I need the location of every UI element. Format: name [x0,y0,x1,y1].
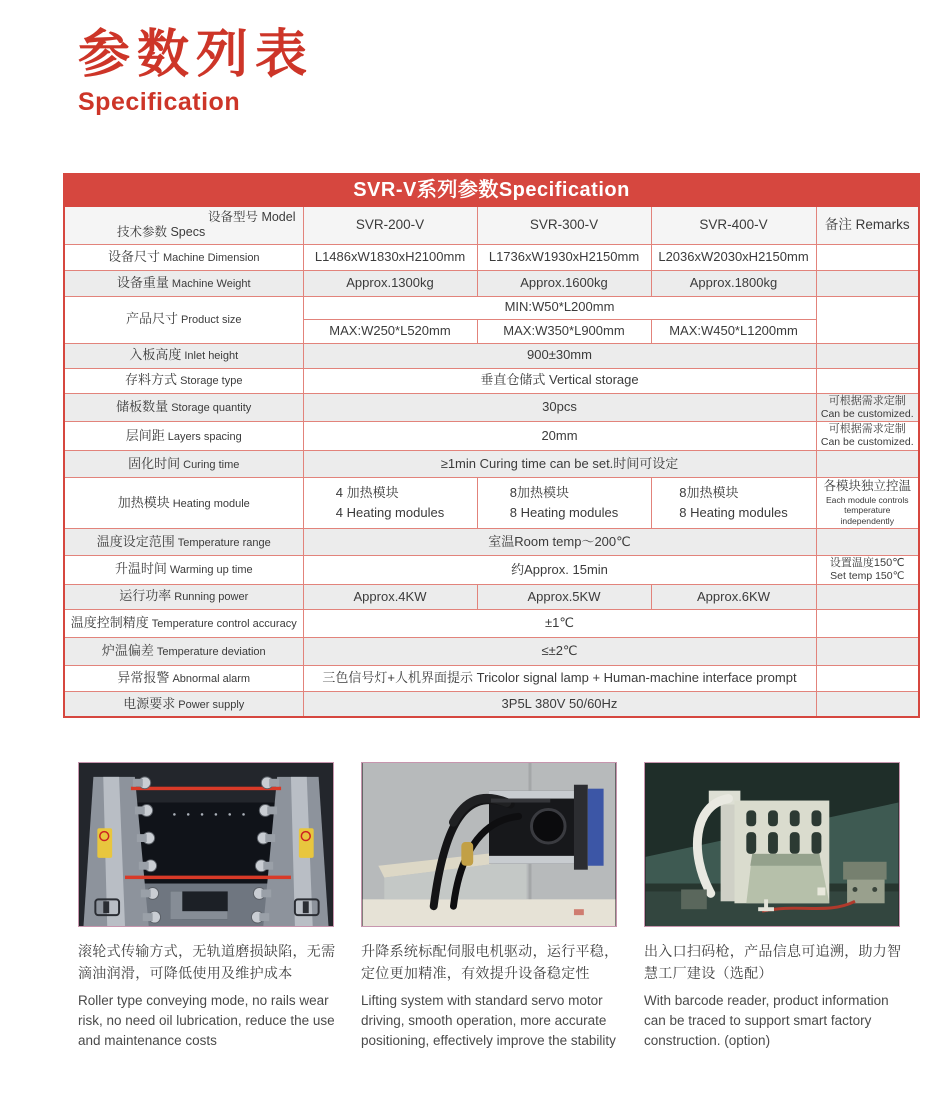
label-machine-weight: 设备重量 Machine Weight [64,270,303,296]
abnormal-alarm-value: 三色信号灯+人机界面提示 Tricolor signal lamp + Human-machine interface prompt [303,665,816,691]
weight-remark [816,270,919,296]
corner-header-cell [64,206,303,244]
curing-time-remark [816,451,919,478]
feature-section [78,762,914,1050]
feature-caption-en: With barcode reader, product information can be traced to support smart factory construction. (option) [644,993,889,1048]
page-subtitle: Specification [78,87,241,116]
running-power-svr200: Approx.4KW [303,584,477,609]
feature-barcode-reader [644,762,914,1050]
label-power-supply: 电源要求 Power supply [64,691,303,717]
remarks-header: 备注 Remarks [816,206,919,244]
label-warming-up-time: 升温时间 Warming up time [64,555,303,584]
row-temperature-deviation [64,637,919,665]
table-banner: SVR-V系列参数Specification [64,174,919,206]
feature-roller-conveyor [78,762,348,1050]
row-heating-module [64,478,919,529]
row-layers-spacing [64,422,919,451]
product-size-max-svr200: MAX:W250*L520mm [303,319,477,343]
product-size-max-svr400: MAX:W450*L1200mm [651,319,816,343]
abnormal-alarm-remark [816,665,919,691]
label-layers-spacing: 层间距 Layers spacing [64,422,303,451]
weight-svr400: Approx.1800kg [651,270,816,296]
power-supply-value: 3P5L 380V 50/60Hz [303,691,816,717]
feature-servo-motor [361,762,631,1050]
model-header-svr400: SVR-400-V [651,206,816,244]
temperature-range-remark [816,528,919,555]
row-machine-dimension [64,244,919,270]
label-storage-type: 存料方式 Storage type [64,368,303,393]
layers-spacing-remark: 可根据需求定制 Can be customized. [816,422,919,451]
row-storage-quantity [64,393,919,422]
dimension-svr200: L1486xW1830xH2100mm [303,244,477,270]
row-temperature-control-accuracy [64,609,919,637]
storage-quantity-remark: 可根据需求定制 Can be customized. [816,393,919,422]
row-storage-type [64,368,919,393]
storage-quantity-value: 30pcs [303,393,816,422]
weight-svr200: Approx.1300kg [303,270,477,296]
product-size-min: MIN:W50*L200mm [303,296,816,319]
running-power-svr400: Approx.6KW [651,584,816,609]
feature-caption-zh: 滚轮式传输方式，无轨道磨损缺陷，无需滴油润滑，可降低使用及维护成本 [78,943,336,981]
storage-type-remark [816,368,919,393]
label-running-power: 运行功率 Running power [64,584,303,609]
dimension-svr400: L2036xW2030xH2150mm [651,244,816,270]
inlet-height-value: 900±30mm [303,343,816,368]
label-heating-module: 加热模块 Heating module [64,478,303,529]
row-inlet-height [64,343,919,368]
feature-caption-en: Lifting system with standard servo motor driving, smooth operation, more accurate positioning, effectively improve the stability [361,993,616,1048]
model-header-svr300: SVR-300-V [477,206,651,244]
page-title-block [78,26,314,117]
dimension-svr300: L1736xW1930xH2150mm [477,244,651,270]
power-supply-remark [816,691,919,717]
roller-conveyor-photo [78,762,334,927]
row-machine-weight [64,270,919,296]
label-temperature-control-accuracy: 温度控制精度 Temperature control accuracy [64,609,303,637]
corner-specs-label: 技术参数 Specs [117,224,206,239]
inlet-height-remark [816,343,919,368]
temperature-range-value: 室温Room temp～200℃ [303,528,816,555]
row-power-supply [64,691,919,717]
heating-svr400: 8加热模块 8 Heating modules [651,478,816,529]
temperature-control-accuracy-remark [816,609,919,637]
feature-caption-en: Roller type conveying mode, no rails wear risk, no need oil lubrication, reduce the use and maintenance costs [78,993,335,1048]
barcode-reader-photo [644,762,900,927]
page-title: 参数列表 [78,27,315,84]
temperature-deviation-remark [816,637,919,665]
heating-svr200: 4 加热模块 4 Heating modules [303,478,477,529]
dimension-remark [816,244,919,270]
weight-svr300: Approx.1600kg [477,270,651,296]
temperature-control-accuracy-value: ±1℃ [303,609,816,637]
label-abnormal-alarm: 异常报警 Abnormal alarm [64,665,303,691]
row-abnormal-alarm [64,665,919,691]
layers-spacing-value: 20mm [303,422,816,451]
row-running-power [64,584,919,609]
product-size-remark [816,296,919,343]
warming-up-time-value: 约Approx. 15min [303,555,816,584]
temperature-deviation-value: ≤±2℃ [303,637,816,665]
product-size-max-svr300: MAX:W350*L900mm [477,319,651,343]
label-temperature-range: 温度设定范围 Temperature range [64,528,303,555]
curing-time-value: ≥1min Curing time can be set.时间可设定 [303,451,816,478]
label-product-size: 产品尺寸 Product size [64,296,303,343]
label-storage-quantity: 储板数量 Storage quantity [64,393,303,422]
feature-caption-zh: 升降系统标配伺服电机驱动，运行平稳，定位更加精准，有效提升设备稳定性 [361,943,619,981]
row-warming-up-time [64,555,919,584]
row-product-size-min [64,296,919,319]
row-temperature-range [64,528,919,555]
table-header-row [64,206,919,244]
running-power-svr300: Approx.5KW [477,584,651,609]
label-curing-time: 固化时间 Curing time [64,451,303,478]
warming-up-time-remark: 设置温度150℃ Set temp 150℃ [816,555,919,584]
servo-motor-photo [361,762,617,927]
spec-table [63,173,918,718]
model-header-svr200: SVR-200-V [303,206,477,244]
storage-type-value: 垂直仓储式 Vertical storage [303,368,816,393]
row-curing-time [64,451,919,478]
table-banner-row [64,174,919,206]
heating-svr300: 8加热模块 8 Heating modules [477,478,651,529]
corner-model-label: 设备型号 Model [207,209,296,224]
heating-remark: 各模块独立控温 Each module controls temperature independently [816,478,919,529]
feature-caption-zh: 出入口扫码枪，产品信息可追溯，助力智慧工厂建设（选配） [644,943,902,981]
label-inlet-height: 入板高度 Inlet height [64,343,303,368]
label-machine-dimension: 设备尺寸 Machine Dimension [64,244,303,270]
label-temperature-deviation: 炉温偏差 Temperature deviation [64,637,303,665]
running-power-remark [816,584,919,609]
